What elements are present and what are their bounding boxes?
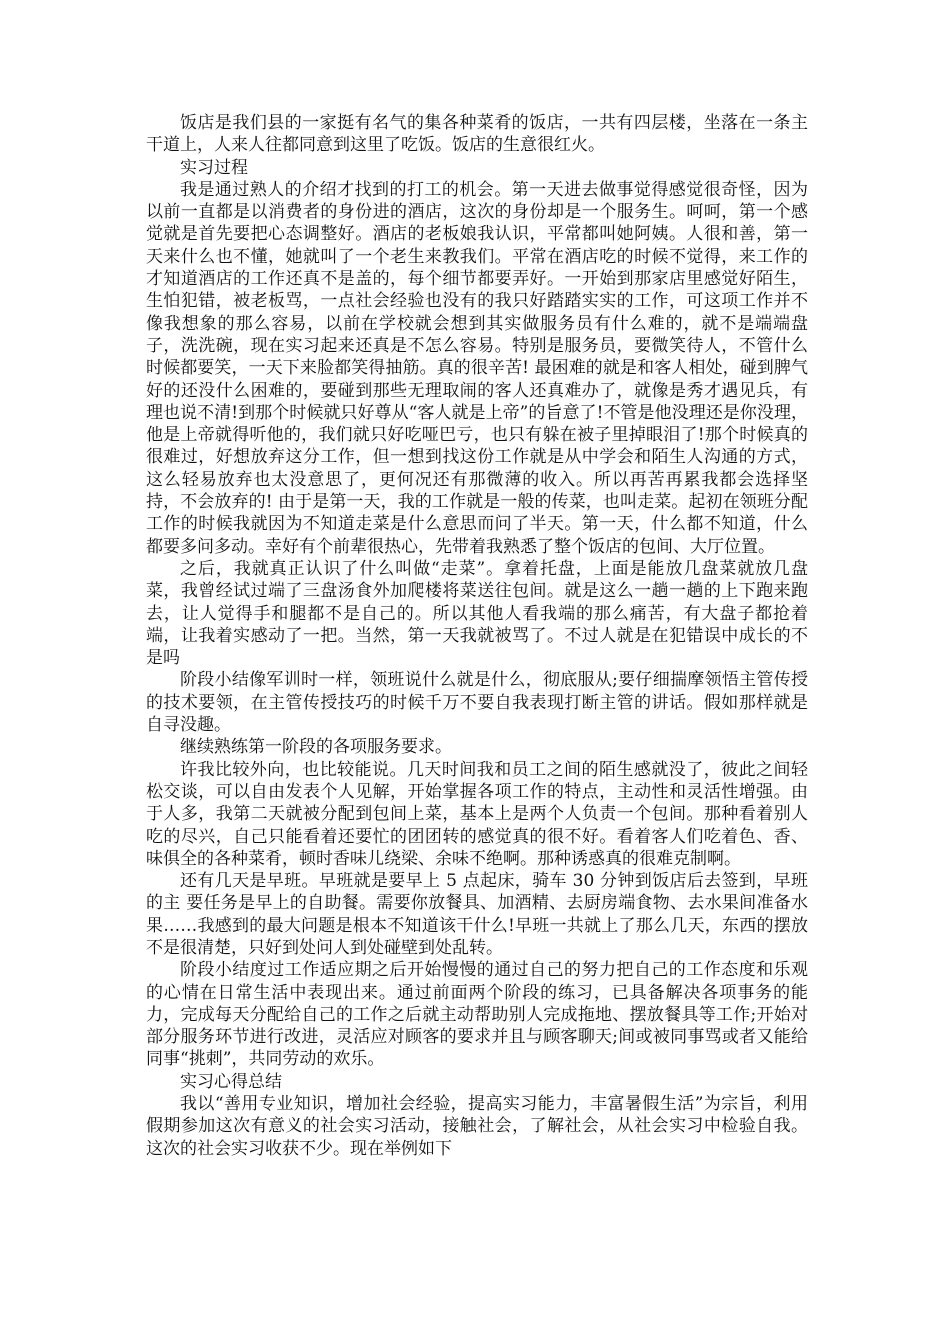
heading-internship-process: 实习过程 <box>180 157 248 178</box>
paragraph-stage-two: 许我比较外向，也比较能说。几天时间我和员工之间的陌生感就没了，彼此之间轻松交谈，可以自由发表个人见解，开始掌握各项工作的特点，主动性和灵活性增强。由于人多，我第二天就被分配到包间上菜，基本上是两个人负责一个包间。那种看着别人吃的尽兴，自己只能看着还要忙的团团转的感觉真的很不好。看着客人们吃着色、香、味俱全的各种菜肴，顿时香味儿绕梁、余味不绝啊。那种诱惑真的很难克制啊。 <box>146 759 808 869</box>
document-body <box>146 112 808 1160</box>
paragraph-summary: 我以“善用专业知识，增加社会经验，提高实习能力，丰富暑假生活”为宗旨，利用假期参加这次有意义的社会实习活动，接触社会，了解社会，从社会实习中检验自我。这次的社会实习收获不少。现在举例如下 <box>146 1094 808 1159</box>
paragraph-serving-dishes: 之后，我就真正认识了什么叫做“走菜”。拿着托盘，上面是能放几盘菜就放几盘菜，我曾经试过端了三盘汤食外加爬楼将菜送往包间。就是这么一趟一趟的上下跑来跑去，让人觉得手和腿都不是自己的。所以其他人看我端的那么痛苦，有大盘子都抢着端，让我着实感动了一把。当然，第一天我就被骂了。不过人就是在犯错误中成长的不是吗 <box>146 558 808 669</box>
paragraph-morning-shift: 还有几天是早班。早班就是要早上 5 点起床，骑车 30 分钟到饭店后去签到，早班的主 要任务是早上的自助餐。需要你放餐具、加酒精、去厨房端食物、去水果间准备水果……我感到的最大问题是根本不知道该干什么!早班一共就上了那么几天，东西的摆放不是很清楚，只好到处问人到处碰壁到处乱转。 <box>146 871 808 958</box>
paragraph-first-day: 我是通过熟人的介绍才找到的打工的机会。第一天进去做事觉得感觉很奇怪，因为以前一直都是以消费者的身份进的酒店，这次的身份却是一个服务生。呵呵，第一个感觉就是首先要把心态调整好。酒店的老板娘我认识，平常都叫她阿姨。人很和善，第一天来什么也不懂，她就叫了一个老生来教我们。平常在酒店吃的时候不觉得，来工作的才知道酒店的工作还真不是盖的，每个细节都要弄好。一开始到那家店里感觉好陌生，生怕犯错，被老板骂，一点社会经验也没有的我只好踏踏实实的工作，可这项工作并不像我想象的那么容易，以前在学校就会想到其实做服务员有什么难的，就不是端端盘子，洗洗碗，现在实习起来还真是不怎么容易。特别是服务员，要微笑待人，不管什么时候都要笑，一天下来脸都笑得抽筋。真的很辛苦! 最困难的就是和客人相处，碰到脾气好的还没什么困难的，要碰到那些无理取闹的客人还真难办了，就像是秀才遇见兵，有理也说不清!到那个时候就只好尊从“客人就是上帝”的旨意了!不管是他没理还是你没理，他是上帝就得听他的，我们就只好吃哑巴亏，也只有躲在被子里掉眼泪了!那个时候真的很难过，好想放弃这分工作，但一想到找这份工作就是从中学会和陌生人沟通的方式，这么轻易放弃也太没意思了，更何况还有那微薄的收入。所以再苦再累我都会选择坚持，不会放弃的! 由于是第一天，我的工作就是一般的传菜，也叫走菜。起初在领班分配工作的时候我就因为不知道走菜是什么意思而问了半天。第一天，什么都不知道，什么都要多问多动。幸好有个前辈很热心，先带着我熟悉了整个饭店的包间、大厅位置。 <box>146 179 808 557</box>
paragraph-stage-summary-1: 阶段小结像军训时一样，领班说什么就是什么，彻底服从;要仔细揣摩领悟主管传授的技术要领，在主管传授技巧的时候千万不要自我表现打断主管的讲话。假如那样就是自寻没趣。 <box>146 670 808 736</box>
paragraph-intro: 饭店是我们县的一家挺有名气的集各种菜肴的饭店，一共有四层楼，坐落在一条主干道上，人来人往都同意到这里了吃饭。饭店的生意很红火。 <box>146 113 808 156</box>
paragraph-stage-summary-2: 阶段小结度过工作适应期之后开始慢慢的通过自己的努力把自己的工作态度和乐观的心情在日常生活中表现出来。通过前面两个阶段的练习，已具备解决各项事务的能力，完成每天分配给自己的工作之后就主动帮助别人完成拖地、摆放餐具等工作;开始对部分服务环节进行改进，灵活应对顾客的要求并且与顾客聊天;间或被同事骂或者又能给同事“挑刺”，共同劳动的欢乐。 <box>146 960 808 1070</box>
paragraph-stage-two-title: 继续熟练第一阶段的各项服务要求。 <box>180 737 452 758</box>
heading-internship-summary: 实习心得总结 <box>180 1071 282 1092</box>
